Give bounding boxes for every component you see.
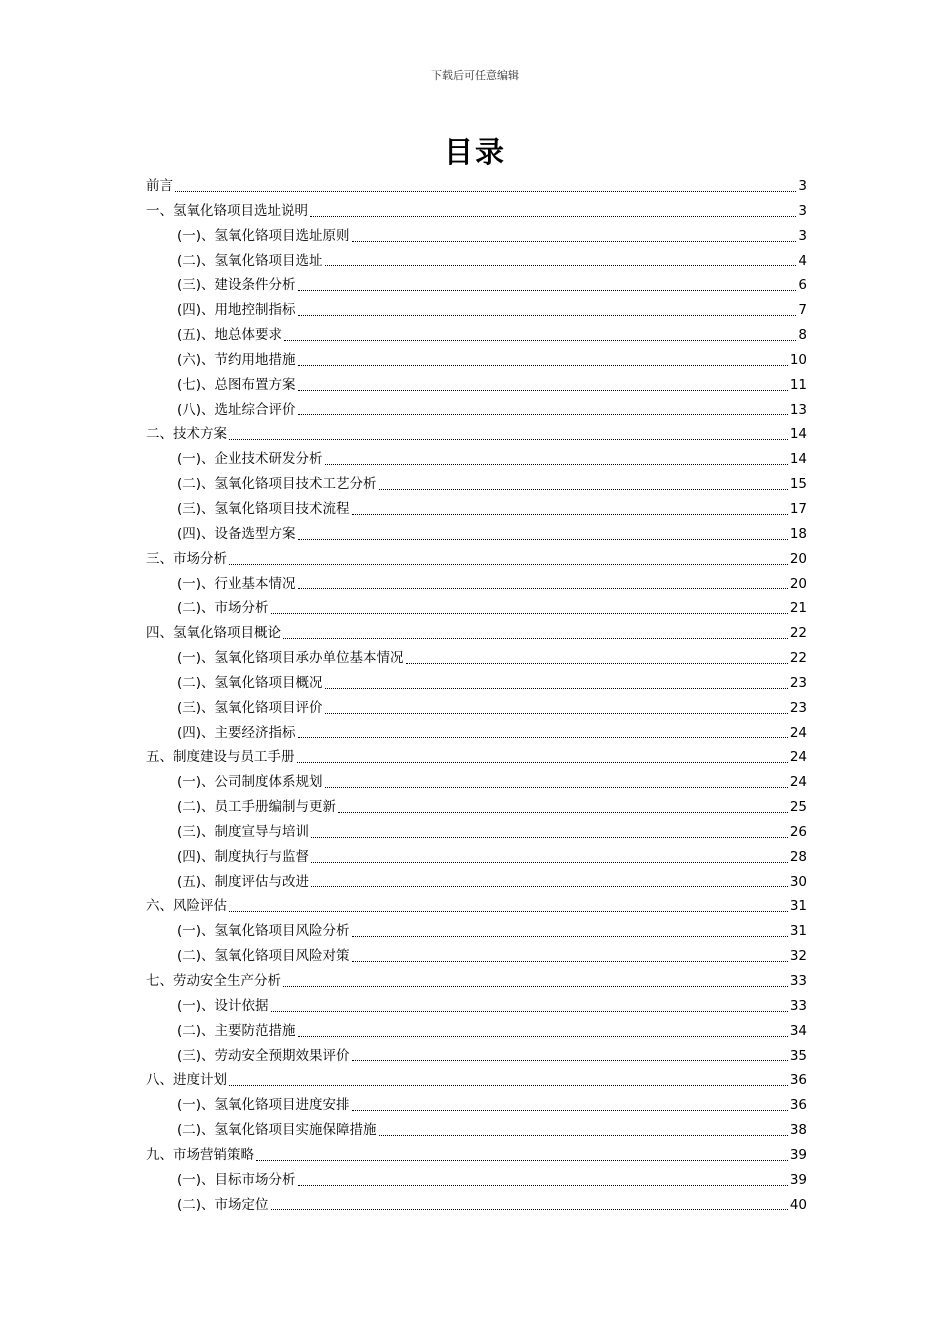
toc-entry-page: 34 (789, 1022, 807, 1039)
toc-dot-leader (352, 936, 788, 937)
toc-dot-leader (311, 837, 788, 838)
toc-entry[interactable] (146, 621, 807, 646)
toc-dot-leader (298, 1036, 788, 1037)
toc-entry-label: (一)、氢氧化铬项目风险分析 (177, 923, 350, 940)
toc-entry-page: 3 (798, 202, 807, 219)
toc-dot-leader (229, 564, 788, 565)
toc-entry-label: 七、劳动安全生产分析 (146, 973, 281, 989)
toc-entry-label: (三)、制度宣导与培训 (177, 823, 310, 840)
toc-entry[interactable] (146, 820, 807, 845)
toc-entry[interactable] (146, 1118, 807, 1143)
toc-entry-page: 3 (798, 178, 807, 194)
toc-dot-leader (298, 737, 788, 738)
toc-entry-page: 40 (789, 1196, 807, 1213)
toc-entry-label: 五、制度建设与员工手册 (146, 749, 295, 766)
toc-entry-label: (二)、氢氧化铬项目风险对策 (177, 948, 350, 965)
toc-entry-page: 24 (789, 749, 807, 766)
toc-entry-page: 17 (789, 500, 807, 517)
toc-entry-label: (三)、建设条件分析 (177, 277, 296, 294)
toc-dot-leader (271, 1209, 788, 1210)
toc-dot-leader (311, 862, 788, 863)
toc-entry-label: (一)、氢氧化铬项目选址原则 (177, 227, 350, 244)
toc-dot-leader (298, 539, 788, 540)
toc-entry[interactable] (146, 770, 807, 795)
toc-entry[interactable] (146, 696, 807, 721)
toc-entry[interactable] (146, 671, 807, 696)
toc-title: 目录 (443, 135, 506, 169)
toc-dot-leader (283, 638, 788, 639)
toc-entry-label: (一)、设计依据 (177, 997, 269, 1014)
toc-entry-page: 24 (789, 774, 807, 791)
toc-dot-leader (325, 688, 788, 689)
toc-entry[interactable] (146, 1193, 807, 1218)
toc-dot-leader (325, 787, 788, 788)
toc-entry-label: 前言 (146, 178, 173, 194)
toc-entry-label: (二)、主要防范措施 (177, 1022, 296, 1039)
toc-entry-page: 28 (789, 848, 807, 865)
toc-entry-page: 39 (789, 1146, 807, 1163)
toc-entry-label: (二)、市场分析 (177, 600, 269, 617)
toc-entry-page: 10 (789, 351, 807, 368)
toc-dot-leader (271, 613, 788, 614)
toc-entry-page: 31 (789, 898, 807, 915)
toc-entry[interactable] (146, 795, 807, 820)
toc-entry-page: 23 (789, 699, 807, 716)
toc-entry-page: 7 (798, 302, 807, 319)
toc-dot-leader (298, 1185, 788, 1186)
toc-entry[interactable] (146, 323, 807, 348)
toc-entry[interactable] (146, 994, 807, 1019)
toc-entry-page: 36 (789, 1097, 807, 1114)
toc-entry-page: 22 (789, 650, 807, 667)
toc-entry-page: 36 (789, 1072, 807, 1089)
toc-dot-leader (338, 812, 788, 813)
toc-entry-label: 一、氢氧化铬项目选址说明 (146, 202, 308, 219)
toc-entry-label: 四、氢氧化铬项目概论 (146, 625, 281, 642)
toc-dot-leader (352, 961, 788, 962)
toc-entry-page: 13 (789, 401, 807, 418)
toc-entry-page: 26 (789, 823, 807, 840)
toc-dot-leader (325, 464, 788, 465)
toc-entry-label: (一)、行业基本情况 (177, 575, 296, 592)
toc-entry[interactable] (146, 721, 807, 746)
toc-entry[interactable] (146, 1143, 807, 1168)
toc-dot-leader (352, 514, 788, 515)
toc-entry-label: (一)、目标市场分析 (177, 1171, 296, 1188)
toc-entry-label: (四)、设备选型方案 (177, 525, 296, 542)
toc-entry-page: 3 (798, 227, 807, 244)
toc-entry-page: 32 (789, 948, 807, 965)
header-note: 下载后可任意编辑 (431, 69, 519, 82)
toc-entry[interactable] (146, 572, 807, 597)
toc-entry[interactable] (146, 547, 807, 572)
toc-entry-page: 14 (789, 451, 807, 468)
toc-entry-label: (四)、制度执行与监督 (177, 848, 310, 865)
toc-entry[interactable] (146, 497, 807, 522)
toc-entry-label: (八)、选址综合评价 (177, 401, 296, 418)
toc-dot-leader (310, 216, 796, 217)
toc-entry-label: 三、市场分析 (146, 550, 227, 567)
toc-entry-label: (七)、总图布置方案 (177, 376, 296, 393)
toc-entry[interactable] (146, 870, 807, 895)
toc-dot-leader (175, 191, 796, 192)
toc-entry[interactable] (146, 224, 807, 249)
toc-entry-page: 35 (789, 1047, 807, 1064)
toc-entry-label: (五)、地总体要求 (177, 327, 283, 344)
toc-entry[interactable] (146, 174, 807, 199)
toc-entry-label: 六、风险评估 (146, 898, 227, 915)
toc-entry-page: 18 (789, 525, 807, 542)
toc-entry-page: 38 (789, 1122, 807, 1139)
toc-dot-leader (298, 588, 788, 589)
toc-entry-page: 20 (789, 550, 807, 567)
toc-entry[interactable] (146, 348, 807, 373)
table-of-contents (146, 174, 807, 1217)
toc-entry-page: 25 (789, 799, 807, 816)
toc-entry[interactable] (146, 199, 807, 224)
toc-dot-leader (311, 886, 788, 887)
toc-dot-leader (379, 489, 788, 490)
toc-dot-leader (352, 1110, 788, 1111)
toc-entry[interactable] (146, 249, 807, 274)
toc-entry-page: 14 (789, 426, 807, 443)
toc-entry[interactable] (146, 596, 807, 621)
toc-entry[interactable] (146, 1068, 807, 1093)
toc-entry-label: 九、市场营销策略 (146, 1146, 254, 1163)
toc-entry-label: (二)、氢氧化铬项目技术工艺分析 (177, 476, 377, 493)
toc-dot-leader (298, 390, 788, 391)
toc-entry-label: (一)、氢氧化铬项目承办单位基本情况 (177, 650, 404, 667)
toc-dot-leader (229, 911, 788, 912)
toc-dot-leader (229, 439, 788, 440)
toc-entry-page: 39 (789, 1171, 807, 1188)
toc-entry-page: 8 (798, 327, 807, 344)
toc-entry-page: 24 (789, 724, 807, 741)
toc-entry[interactable] (146, 845, 807, 870)
toc-entry-page: 21 (789, 600, 807, 617)
toc-dot-leader (298, 290, 797, 291)
toc-dot-leader (325, 713, 788, 714)
toc-entry[interactable] (146, 745, 807, 770)
toc-entry-label: (二)、员工手册编制与更新 (177, 799, 337, 816)
toc-dot-leader (298, 315, 797, 316)
toc-entry-label: (四)、主要经济指标 (177, 724, 296, 741)
toc-entry[interactable] (146, 447, 807, 472)
toc-entry[interactable] (146, 398, 807, 423)
toc-entry-page: 15 (789, 476, 807, 493)
toc-entry-label: (三)、氢氧化铬项目技术流程 (177, 500, 350, 517)
toc-entry-label: (二)、市场定位 (177, 1196, 269, 1213)
toc-entry[interactable] (146, 373, 807, 398)
toc-entry-page: 22 (789, 625, 807, 642)
toc-dot-leader (352, 1060, 788, 1061)
toc-entry-page: 33 (789, 973, 807, 989)
toc-entry[interactable] (146, 969, 807, 994)
toc-dot-leader (283, 986, 788, 987)
toc-entry-label: (四)、用地控制指标 (177, 302, 296, 319)
toc-entry-page: 11 (789, 376, 807, 393)
toc-entry[interactable] (146, 522, 807, 547)
toc-entry[interactable] (146, 273, 807, 298)
toc-entry[interactable] (146, 1019, 807, 1044)
toc-entry-label: (二)、氢氧化铬项目概况 (177, 674, 323, 691)
toc-entry[interactable] (146, 646, 807, 671)
toc-dot-leader (352, 241, 797, 242)
toc-entry-page: 30 (789, 873, 807, 890)
toc-entry[interactable] (146, 919, 807, 944)
toc-entry[interactable] (146, 422, 807, 447)
toc-entry-page: 33 (789, 997, 807, 1014)
toc-entry-label: 二、技术方案 (146, 426, 227, 443)
toc-entry-page: 31 (789, 923, 807, 940)
toc-dot-leader (406, 663, 788, 664)
toc-dot-leader (256, 1160, 788, 1161)
toc-dot-leader (271, 1011, 788, 1012)
toc-entry-label: (二)、氢氧化铬项目实施保障措施 (177, 1122, 377, 1139)
toc-entry[interactable] (146, 894, 807, 919)
toc-entry[interactable] (146, 1093, 807, 1118)
toc-dot-leader (379, 1135, 788, 1136)
toc-entry-label: (一)、公司制度体系规划 (177, 774, 323, 791)
toc-entry-label: (三)、氢氧化铬项目评价 (177, 699, 323, 716)
toc-entry[interactable] (146, 944, 807, 969)
toc-entry-label: (一)、氢氧化铬项目进度安排 (177, 1097, 350, 1114)
toc-entry-page: 23 (789, 674, 807, 691)
toc-entry-label: (五)、制度评估与改进 (177, 873, 310, 890)
toc-entry[interactable] (146, 472, 807, 497)
toc-entry[interactable] (146, 1044, 807, 1069)
toc-entry-label: (六)、节约用地措施 (177, 351, 296, 368)
toc-dot-leader (298, 414, 788, 415)
toc-entry-page: 20 (789, 575, 807, 592)
toc-dot-leader (297, 762, 788, 763)
toc-entry[interactable] (146, 298, 807, 323)
toc-entry[interactable] (146, 1168, 807, 1193)
toc-dot-leader (298, 365, 788, 366)
toc-dot-leader (325, 265, 797, 266)
toc-entry-page: 6 (798, 277, 807, 294)
toc-dot-leader (229, 1085, 788, 1086)
toc-entry-page: 4 (798, 252, 807, 269)
toc-entry-label: (一)、企业技术研发分析 (177, 451, 323, 468)
toc-entry-label: (二)、氢氧化铬项目选址 (177, 252, 323, 269)
toc-entry-label: 八、进度计划 (146, 1072, 227, 1089)
toc-entry-label: (三)、劳动安全预期效果评价 (177, 1047, 350, 1064)
toc-dot-leader (284, 340, 796, 341)
